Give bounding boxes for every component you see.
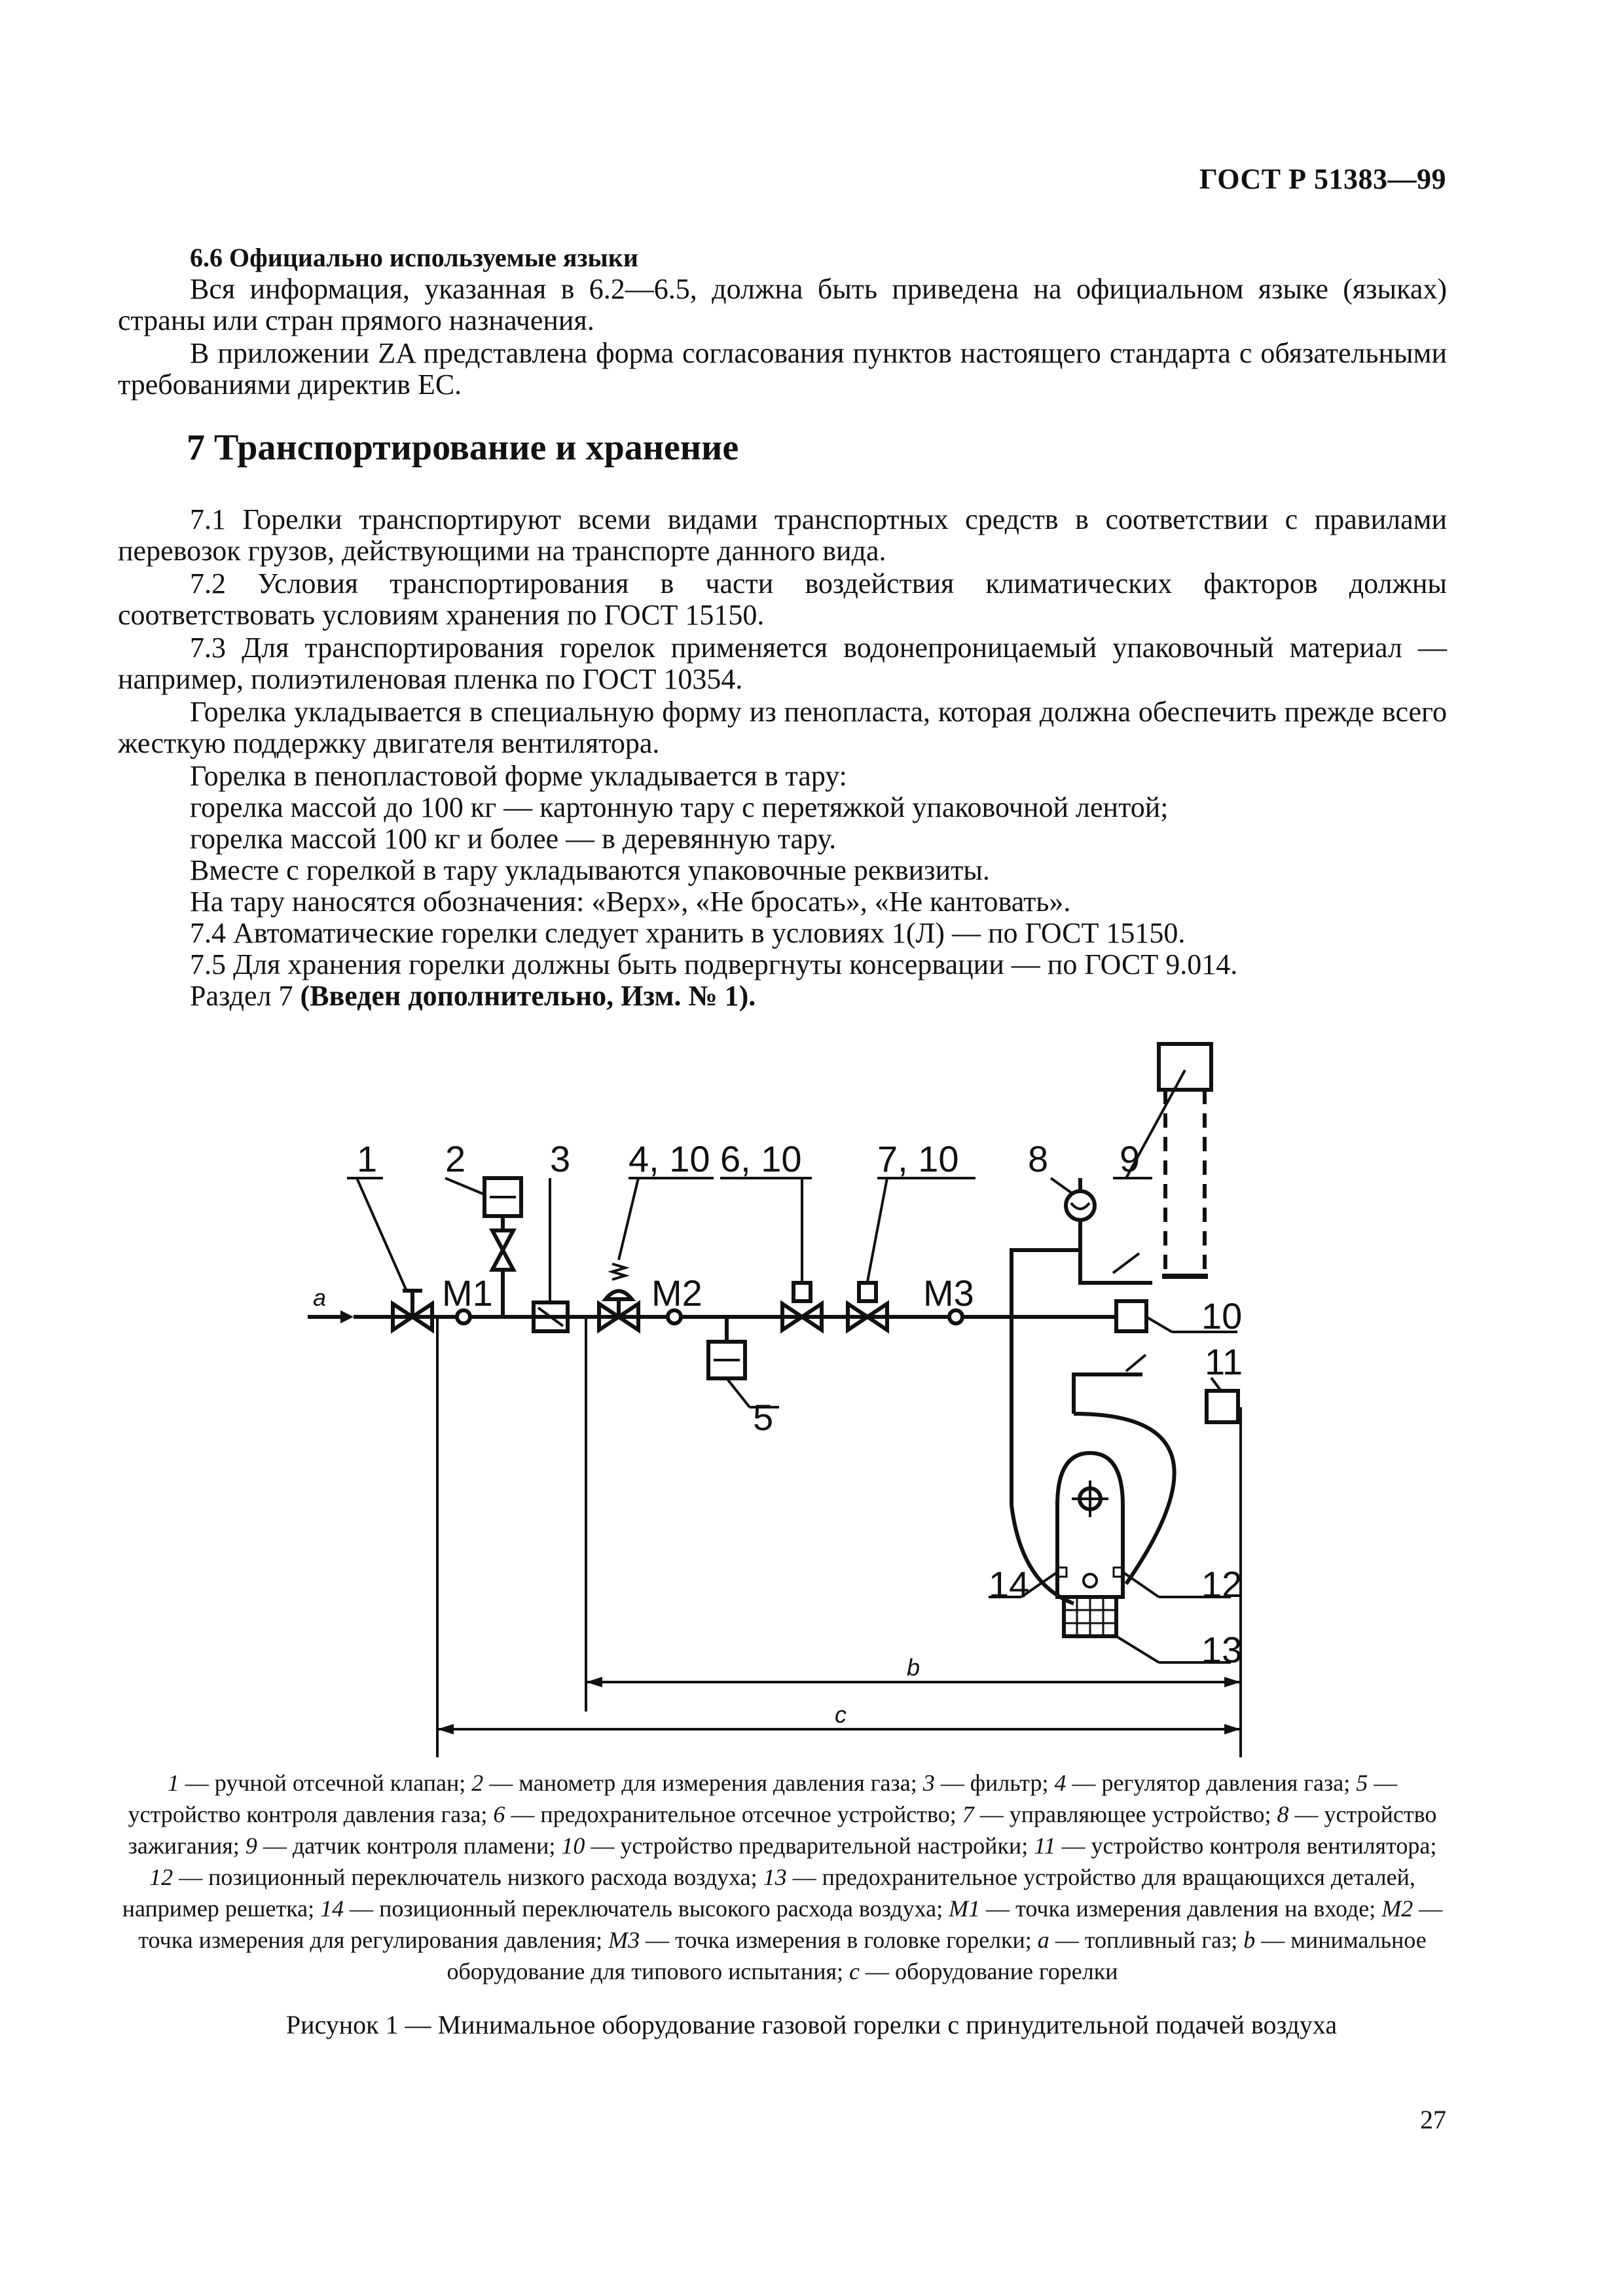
label-13: 13 bbox=[1201, 1629, 1243, 1670]
label-5: 5 bbox=[753, 1397, 774, 1438]
line-packaging-4: Вместе с горелкой в тару укладываются упаковочные реквизиты. bbox=[190, 854, 990, 886]
label-14: 14 bbox=[989, 1564, 1030, 1605]
legend-key: b bbox=[1243, 1927, 1256, 1953]
label-4-10: 4, 10 bbox=[629, 1138, 710, 1179]
legend-text: — манометр для измерения давления газа; bbox=[483, 1770, 923, 1796]
line-packaging-5: На тару наносятся обозначения: «Верх», «Не бросать», «Не кантовать». bbox=[190, 886, 1071, 918]
legend-text: — ручной отсечной клапан; bbox=[179, 1770, 472, 1796]
label-c: c bbox=[835, 1701, 847, 1728]
paragraph-6-6-2: В приложении ZA представлена форма согласования пунктов настоящего стандарта с обязательными требованиями директив ЕС. bbox=[118, 337, 1447, 401]
control-valve-7 bbox=[848, 1283, 887, 1330]
legend-key: 2 bbox=[471, 1770, 484, 1796]
paragraph-7-2: 7.2 Условия транспортирования в части воздействия климатических факторов должны соответствовать условиям хранения по ГОСТ 15150. bbox=[118, 567, 1447, 631]
regulator-4 bbox=[599, 1264, 638, 1330]
legend-text: — позиционный переключатель высокого расхода воздуха; bbox=[344, 1895, 949, 1922]
gas-burner-diagram bbox=[0, 1021, 1623, 1761]
label-8: 8 bbox=[1028, 1138, 1049, 1179]
legend-text: — устройство контроля вентилятора; bbox=[1055, 1833, 1437, 1859]
fan-motor bbox=[1057, 1453, 1123, 1636]
legend-text: — точка измерения в головке горелки; bbox=[640, 1927, 1038, 1953]
section-6-6-heading: 6.6 Официально используемые языки bbox=[190, 243, 638, 272]
legend-key: 9 bbox=[245, 1833, 257, 1859]
label-1: 1 bbox=[357, 1138, 378, 1179]
legend-text: — точка измерения давления на входе; bbox=[980, 1895, 1382, 1922]
label-10: 10 bbox=[1201, 1295, 1243, 1336]
fan-switch-11 bbox=[1207, 1391, 1238, 1422]
label-b: b bbox=[907, 1654, 921, 1681]
label-m3: M3 bbox=[923, 1272, 974, 1314]
label-3: 3 bbox=[550, 1138, 571, 1179]
paragraph-7-1: 7.1 Горелки транспортируют всеми видами транспортных средств в соответствии с правилами перевозок грузов, действующими на транспорте данного вида. bbox=[118, 503, 1447, 567]
legend-text: — предохранительное устройство для вращающихся деталей, например решетка; bbox=[122, 1864, 1415, 1922]
legend-key: 6 bbox=[493, 1801, 505, 1827]
legend-text: — устройство зажигания; bbox=[128, 1801, 1437, 1859]
legend-key: 10 bbox=[561, 1833, 585, 1859]
section-7-heading: 7 Транспортирование и хранение bbox=[187, 427, 739, 468]
legend-key: 5 bbox=[1356, 1770, 1368, 1796]
legend-text: — датчик контроля пламени; bbox=[257, 1833, 562, 1859]
label-a: a bbox=[313, 1284, 327, 1311]
preset-device-10 bbox=[1116, 1301, 1146, 1331]
paragraph-6-6-1: Вся информация, указанная в 6.2—6.5, должна быть приведена на официальном языке (языках) страны или стран прямого назначения. bbox=[118, 273, 1447, 336]
legend-key: 12 bbox=[149, 1864, 173, 1890]
label-m1: M1 bbox=[442, 1272, 493, 1314]
line-packaging-1: Горелка в пенопластовой форме укладывается в тару: bbox=[190, 760, 847, 792]
line-packaging-2: горелка массой до 100 кг — картонную тару с перетяжкой упаковочной лентой; bbox=[190, 791, 1169, 823]
legend-text: — управляющее устройство; bbox=[974, 1801, 1277, 1827]
legend-text: — топливный газ; bbox=[1049, 1927, 1244, 1953]
legend-key: 4 bbox=[1054, 1770, 1067, 1796]
legend-key: 14 bbox=[320, 1895, 344, 1922]
legend-key: 8 bbox=[1277, 1801, 1289, 1827]
valve-1-manual-shutoff bbox=[393, 1291, 432, 1330]
paragraph-7-3-b: Горелка укладывается в специальную форму из пенопласта, которая должна обеспечить прежде всего жесткую поддержку двигателя вентилятора. bbox=[118, 696, 1447, 759]
label-2: 2 bbox=[445, 1138, 466, 1179]
figure-legend bbox=[118, 1767, 1447, 1987]
label-7-10: 7, 10 bbox=[877, 1138, 959, 1179]
label-6-10: 6, 10 bbox=[720, 1138, 802, 1179]
legend-key: M3 bbox=[608, 1927, 640, 1953]
label-9: 9 bbox=[1120, 1138, 1140, 1179]
legend-text: — предохранительное отсечное устройство; bbox=[505, 1801, 962, 1827]
legend-text: — оборудование горелки bbox=[860, 1958, 1118, 1984]
amendment-note bbox=[190, 980, 756, 1012]
label-12: 12 bbox=[1201, 1564, 1243, 1605]
legend-text: — позиционный переключатель низкого расхода воздуха; bbox=[173, 1864, 763, 1890]
legend-key: 3 bbox=[922, 1770, 935, 1796]
paragraph-7-5: 7.5 Для хранения горелки должны быть подвергнуты консервации — по ГОСТ 9.014. bbox=[190, 948, 1238, 980]
legend-key: 11 bbox=[1034, 1833, 1056, 1859]
legend-text: — регулятор давления газа; bbox=[1066, 1770, 1357, 1796]
label-11: 11 bbox=[1205, 1341, 1243, 1382]
page-number: 27 bbox=[1420, 2105, 1446, 2134]
figure-caption: Рисунок 1 — Минимальное оборудование газовой горелки с принудительной подачей воздуха bbox=[285, 2010, 1338, 2039]
amendment-prefix: Раздел 7 bbox=[190, 980, 301, 1012]
legend-key: c bbox=[849, 1958, 860, 1984]
paragraph-7-4: 7.4 Автоматические горелки следует хранить в условиях 1(Л) — по ГОСТ 15150. bbox=[190, 917, 1186, 949]
legend-text: — фильтр; bbox=[934, 1770, 1055, 1796]
legend-text: — точка измерения для регулирования давления; bbox=[138, 1895, 1443, 1953]
legend-key: M1 bbox=[949, 1895, 981, 1922]
legend-key: M2 bbox=[1381, 1895, 1413, 1922]
legend-key: 7 bbox=[962, 1801, 974, 1827]
line-packaging-3: горелка массой 100 кг и более — в деревянную тару. bbox=[190, 823, 837, 855]
flame-sensor-9 bbox=[1159, 1044, 1211, 1276]
legend-key: 1 bbox=[167, 1770, 179, 1796]
dimension-lines bbox=[437, 1317, 1241, 1757]
document-header: ГОСТ Р 51383—99 bbox=[1199, 163, 1446, 195]
fan-housing bbox=[1012, 1322, 1175, 1604]
legend-text: — устройство контроля давления газа; bbox=[128, 1770, 1398, 1827]
legend-text: — минимальное оборудование для типового испытания; bbox=[447, 1927, 1427, 1984]
legend-key: 13 bbox=[763, 1864, 787, 1890]
legend-text: — устройство предварительной настройки; bbox=[585, 1833, 1034, 1859]
safety-valve-6 bbox=[782, 1283, 822, 1330]
pressure-switch-5 bbox=[708, 1317, 779, 1407]
label-m2: M2 bbox=[651, 1272, 702, 1314]
inlet-arrow bbox=[340, 1310, 354, 1323]
legend-key: a bbox=[1037, 1927, 1049, 1953]
amendment-text: (Введен дополнительно, Изм. № 1). bbox=[300, 980, 756, 1012]
paragraph-7-3: 7.3 Для транспортирования горелок применяется водонепроницаемый упаковочный материал — например, полиэтиленовая пленка по ГОСТ 10354. bbox=[118, 632, 1447, 695]
